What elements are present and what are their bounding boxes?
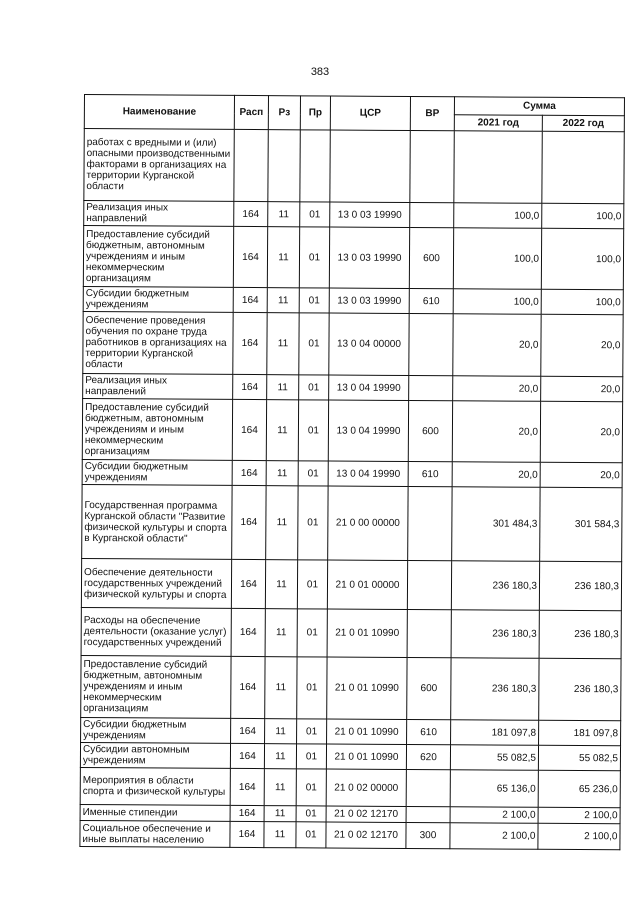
row-rasp: 164 [233,312,267,374]
row-rz [268,130,300,202]
row-sum-2022: 55 082,5 [538,745,620,771]
row-name: Предоставление субсидий бюджетным, автономным учреждениям и иным некоммерческим организациям [82,398,232,460]
row-rz: 11 [266,486,298,560]
row-rasp [234,129,268,201]
table-row [83,286,623,314]
row-pr: 01 [300,202,330,227]
row-name: Предоставление субсидий бюджетным, автономным учреждениям и иным некоммерческим организациям [81,655,231,718]
row-csr: 13 0 04 00000 [329,313,409,375]
row-pr: 01 [299,288,329,313]
row-sum-2022: 2 100,0 [538,823,620,850]
row-sum-2022: 2 100,0 [538,807,620,824]
row-pr: 01 [297,609,327,657]
row-csr: 21 0 01 10990 [327,657,407,719]
row-vr: 620 [406,744,450,769]
row-csr: 21 0 01 00000 [327,560,407,609]
row-sum-2022: 236 180,3 [539,610,621,659]
row-pr: 01 [296,806,326,822]
table-row [82,484,622,561]
row-pr [300,130,330,202]
row-rasp: 164 [232,460,266,485]
row-name: Расходы на обеспечение деятельности (оказание услуг) государственных учреждений [81,607,231,656]
row-rasp: 164 [231,718,265,743]
row-rasp: 164 [232,485,266,559]
header-vr: ВР [410,96,454,130]
row-sum-2021: 100,0 [453,289,541,315]
row-sum-2021: 301 484,3 [452,487,540,562]
row-csr: 13 0 03 19990 [329,227,409,288]
table-row [80,820,620,849]
header-year-2022: 2022 год [542,115,624,132]
row-rz: 11 [264,822,296,848]
row-name: работах с вредными и (или) опасными производственными факторами в организациях на территории Курганской области [84,129,234,202]
header-csr: ЦСР [330,96,410,130]
row-csr: 21 0 00 00000 [328,486,408,560]
table-row [81,655,621,720]
row-sum-2021: 181 097,8 [451,720,539,746]
row-vr: 610 [408,461,452,486]
row-name: Субсидии автономным учреждениям [80,742,230,768]
row-rasp: 164 [230,743,264,768]
row-sum-2021: 20,0 [452,462,540,488]
row-rasp: 164 [230,805,264,821]
row-vr: 610 [409,288,453,313]
row-pr: 01 [298,461,328,486]
header-rasp: Расп [234,95,268,129]
row-rasp: 164 [231,559,265,608]
row-csr: 21 0 02 12170 [326,822,406,848]
header-sum: Сумма [454,97,624,116]
row-vr [407,560,451,609]
row-csr: 13 0 04 19990 [328,461,408,486]
row-vr [407,609,451,657]
row-name: Именные стипендии [80,804,230,821]
row-sum-2021: 65 136,0 [450,770,538,808]
row-rz: 11 [267,375,299,400]
row-rz: 11 [267,288,299,313]
row-sum-2021: 55 082,5 [450,745,538,771]
row-rz: 11 [264,769,296,806]
row-name: Обеспечение деятельности государственных учреждений физической культуры и спорта [81,558,231,608]
row-pr: 01 [296,744,326,769]
row-rz: 11 [267,227,299,288]
row-csr: 21 0 01 10990 [327,719,407,744]
row-vr [410,130,454,202]
row-sum-2022: 20,0 [540,462,622,488]
row-vr: 600 [408,400,452,461]
table-row [80,742,620,770]
row-sum-2022: 100,0 [542,203,624,229]
budget-table [79,94,625,850]
row-pr: 01 [299,227,329,288]
row-vr: 610 [407,719,451,744]
row-name: Обеспечение проведения обучения по охране труда работников в организациях на территории Курганской области [83,311,233,374]
table-row [81,717,621,745]
row-csr: 13 0 03 19990 [330,202,410,227]
row-vr [409,375,453,400]
row-rz: 11 [265,560,297,609]
row-csr: 21 0 02 00000 [326,769,406,806]
row-sum-2022: 65 236,0 [538,770,620,808]
row-name: Государственная программа Курганской области "Развитие физической культуры и спорта в Курганской области" [82,484,232,559]
row-pr: 01 [297,560,327,609]
row-rasp: 164 [231,608,265,656]
row-csr: 21 0 01 10990 [327,609,407,657]
row-vr [406,806,450,822]
table-row [83,373,623,401]
row-sum-2021: 20,0 [453,376,541,402]
header-name: Наименование [84,95,234,130]
row-sum-2022: 100,0 [541,228,623,289]
row-pr: 01 [299,313,329,375]
row-rasp: 164 [232,399,266,460]
table-row [83,311,623,376]
row-rz: 11 [265,719,297,744]
row-sum-2021: 100,0 [453,228,541,290]
row-rasp: 164 [233,374,267,399]
row-pr: 01 [298,486,328,560]
row-csr [330,130,410,202]
row-sum-2021: 236 180,3 [451,561,539,611]
row-sum-2021: 20,0 [453,314,541,377]
row-name: Реализация иных направлений [84,201,234,227]
table-row [83,226,623,290]
row-sum-2022: 20,0 [541,314,623,376]
table-row [81,607,621,658]
row-sum-2021: 20,0 [452,401,540,463]
row-vr: 300 [406,822,450,848]
row-csr: 21 0 02 12170 [326,806,406,822]
row-vr [408,486,452,560]
row-sum-2022: 236 180,3 [539,561,621,611]
row-sum-2022: 100,0 [541,289,623,315]
row-sum-2022 [542,131,624,203]
row-name: Социальное обеспечение и иные выплаты населению [80,820,230,847]
row-rasp: 164 [234,201,268,226]
row-rasp: 164 [230,768,264,805]
row-sum-2021: 100,0 [454,203,542,229]
row-sum-2022: 20,0 [541,376,623,402]
row-vr [406,769,450,806]
row-name: Реализация иных направлений [83,373,233,399]
row-rasp: 164 [233,287,267,312]
row-rasp: 164 [233,226,267,287]
table-row [82,459,622,487]
row-sum-2022: 301 584,3 [540,487,622,561]
row-pr: 01 [297,657,327,719]
row-rz: 11 [268,202,300,227]
row-vr [409,313,453,375]
row-sum-2021: 2 100,0 [450,823,538,850]
row-sum-2022: 20,0 [540,401,622,462]
row-name: Субсидии бюджетным учреждениям [82,459,232,485]
row-csr: 13 0 04 19990 [328,400,408,461]
table-row [82,398,622,462]
row-sum-2021 [454,131,542,204]
table-row [84,201,624,229]
row-sum-2022: 236 180,3 [539,658,621,720]
row-sum-2021: 236 180,3 [451,658,539,721]
row-csr: 21 0 01 10990 [326,744,406,769]
table-row [84,129,624,204]
row-pr: 01 [297,719,327,744]
row-sum-2021: 236 180,3 [451,610,539,659]
row-rz: 11 [264,806,296,822]
table-header [84,95,624,132]
header-pr: Пр [300,96,330,130]
row-rz: 11 [265,657,297,719]
row-vr: 600 [409,227,453,288]
row-rz: 11 [265,609,297,657]
row-vr: 600 [407,657,451,719]
row-name: Субсидии бюджетным учреждениям [81,717,231,743]
row-rz: 11 [267,313,299,375]
row-rz: 11 [264,744,296,769]
header-year-2021: 2021 год [454,115,542,132]
row-name: Предоставление субсидий бюджетным, автономным учреждениям и иным некоммерческим организациям [83,226,233,288]
header-rz: Рз [268,96,300,130]
row-sum-2022: 181 097,8 [539,720,621,746]
table-row [81,558,621,610]
row-name: Субсидии бюджетным учреждениям [83,286,233,312]
row-csr: 13 0 04 19990 [329,375,409,400]
row-pr: 01 [299,375,329,400]
page-number: 383 [310,66,330,78]
table-body [80,129,624,850]
row-sum-2021: 2 100,0 [450,807,538,824]
row-pr: 01 [296,769,326,806]
row-vr [410,202,454,227]
row-rz: 11 [266,461,298,486]
row-csr: 13 0 03 19990 [329,288,409,313]
row-pr: 01 [296,822,326,848]
table-row [80,767,620,807]
row-rasp: 164 [230,821,264,847]
row-rasp: 164 [231,656,265,718]
row-name: Мероприятия в области спорта и физической культуры [80,767,230,805]
row-pr: 01 [298,400,328,461]
row-rz: 11 [266,400,298,461]
